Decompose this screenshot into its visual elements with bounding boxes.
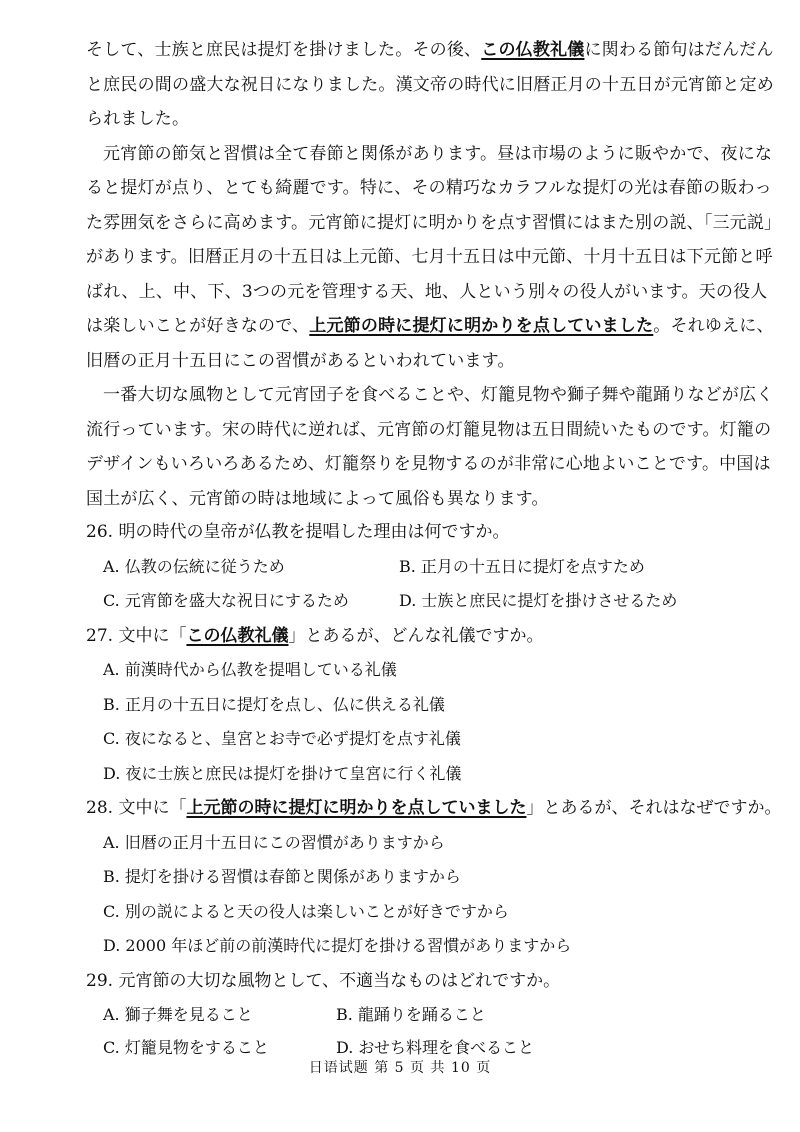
question-28-option-b[interactable]: B. 提灯を掛ける習慣は春節と関係がありますから: [103, 867, 461, 886]
question-29-option-d[interactable]: D. おせち料理を食べること: [336, 1038, 534, 1057]
question-27-option-a[interactable]: A. 前漢時代から仏教を提唱している礼儀: [103, 660, 397, 679]
question-27-option-c[interactable]: C. 夜になると、皇宮とお寺で必ず提灯を点す礼儀: [103, 729, 461, 748]
question-28-option-c[interactable]: C. 別の説によると天の役人は楽しいことが好きですから: [103, 902, 509, 921]
passage-line: 国土が広く、元宵節の時は地域によって風俗も異なります。: [86, 489, 549, 509]
passage-line: 流行っています。宋の時代に逆れば、元宵節の灯籠見物は五日間続いたものです。灯籠の: [86, 420, 772, 440]
question-27-stem: [86, 624, 543, 648]
question-29-stem: 29. 元宵節の大切な風物として、不適当なものはどれですか。: [86, 971, 561, 991]
passage-text: は楽しいことが好きなので、: [86, 316, 310, 336]
underlined-phrase: 上元節の時に提灯に明かりを点していました: [309, 316, 654, 336]
page-footer: 日语试题 第 5 页 共 10 页: [308, 1060, 492, 1076]
question-26-stem: 26. 明の時代の皇帝が仏教を提唱した理由は何ですか。: [86, 522, 510, 542]
passage-line: ばれ、上、中、下、3つの元を管理する天、地、人という別々の役人がいます。天の役人: [86, 282, 768, 302]
question-text: 27. 文中に「: [86, 626, 187, 646]
passage-line: ると提灯が点り、とても綺麗です。特に、その精巧なカラフルな提灯の光は春節の販わっ: [86, 178, 772, 198]
passage-line: られました。: [86, 109, 190, 129]
passage-line: 一番大切な風物として元宵団子を食べることや、灯籠見物や獅子舞や龍踊りなどが広く: [103, 385, 774, 405]
underlined-phrase: この仏教礼儀: [186, 626, 289, 646]
passage-line: [86, 38, 774, 62]
question-29-option-c[interactable]: C. 灯籠見物をすること: [103, 1038, 269, 1057]
question-26-option-b[interactable]: B. 正月の十五日に提灯を点すため: [399, 557, 645, 576]
passage-line: 旧暦の正月十五日にこの習慣があるといわれています。: [86, 351, 515, 371]
passage-line: デザインもいろいろあるため、灯籠祭りを見物するのが非常に心地よいことです。中国は: [86, 454, 771, 474]
passage-line: た雰囲気をさらに高めます。元宵節に提灯に明かりを点す習慣にはまた別の説、「三元説」: [86, 213, 782, 233]
passage-text: 。それゆえに、: [653, 316, 774, 336]
question-26-option-a[interactable]: A. 仏教の伝統に従うため: [103, 557, 285, 576]
question-28-option-d[interactable]: D. 2000 年ほど前の前漢時代に提灯を掛ける習慣がありますから: [103, 936, 572, 955]
passage-line: 元宵節の節気と習慣は全て春節と関係があります。昼は市場のように販やかで、夜にな: [103, 144, 773, 164]
question-26-option-d[interactable]: D. 士族と庶民に提灯を掛けさせるため: [399, 591, 678, 610]
question-29-option-b[interactable]: B. 龍踊りを踊ること: [336, 1005, 486, 1024]
underlined-phrase: 上元節の時に提灯に明かりを点していました: [186, 798, 527, 818]
passage-text: に関わる節句はだんだん: [584, 40, 774, 60]
question-29-option-a[interactable]: A. 獅子舞を見ること: [103, 1005, 253, 1024]
passage-line: と庶民の間の盛大な祝日になりました。漢文帝の時代に旧暦正月の十五日が元宵節と定め: [86, 75, 774, 95]
question-28-option-a[interactable]: A. 旧暦の正月十五日にこの習慣がありますから: [103, 833, 445, 852]
question-28-stem: [86, 796, 781, 820]
question-text: 28. 文中に「: [86, 798, 187, 818]
underlined-phrase: この仏教礼儀: [481, 40, 585, 60]
passage-line: [86, 314, 774, 338]
question-27-option-b[interactable]: B. 正月の十五日に提灯を点し、仏に供える礼儀: [103, 695, 445, 714]
question-text: 」とあるが、それはなぜですか。: [526, 798, 782, 818]
question-27-option-d[interactable]: D. 夜に士族と庶民は提灯を掛けて皇宮に行く礼儀: [103, 764, 462, 783]
question-text: 」とあるが、どんな礼儀ですか。: [288, 626, 544, 646]
passage-text: そして、士族と庶民は提灯を掛けました。その後、: [86, 40, 482, 60]
question-26-option-c[interactable]: C. 元宵節を盛大な祝日にするため: [103, 591, 349, 610]
passage-line: があります。旧暦正月の十五日は上元節、七月十五日は中元節、十月十五日は下元節と呼: [86, 247, 773, 267]
